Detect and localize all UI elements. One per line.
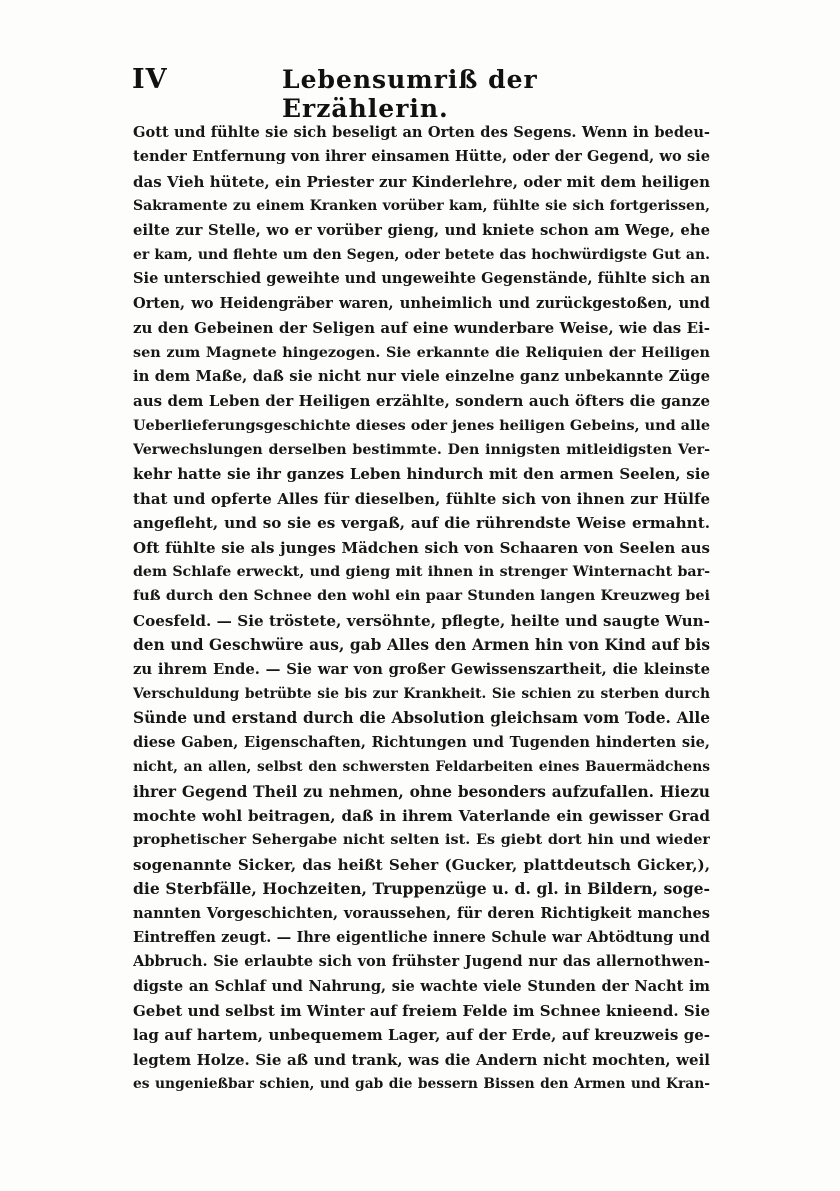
text-line: Sie unterschied geweihte und ungeweihte Gegenstände, fühlte sich an [133, 270, 710, 288]
text-line: aus dem Leben der Heiligen erzählte, sondern auch öfters die ganze [133, 392, 710, 411]
running-title: Lebensumriß der Erzählerin. [282, 65, 538, 123]
text-line: prophetischer Sehergabe nicht selten ist. Es giebt dort hin und wieder [133, 831, 710, 849]
text-line: das Vieh hütete, ein Priester zur Kinderlehre, oder mit dem heiligen [133, 172, 710, 191]
text-line: Ueberlieferungsgeschichte dieses oder jenes heiligen Gebeins, und alle [133, 416, 710, 434]
body-text [133, 121, 710, 1097]
text-line: ihrer Gegend Theil zu nehmen, ohne besonders aufzufallen. Hiezu [133, 782, 710, 801]
text-line: Sakramente zu einem Kranken vorüber kam, fühlte sie sich fortgerissen, [133, 198, 710, 215]
text-line: er kam, und flehte um den Segen, oder betete das hochwürdigste Gut an. [133, 246, 710, 263]
text-line: zu ihrem Ende. — Sie war von großer Gewissenszartheit, die kleinste [133, 660, 710, 678]
text-line: zu den Gebeinen der Seligen auf eine wunderbare Weise, wie das Ei- [133, 319, 710, 338]
text-line: Abbruch. Sie erlaubte sich von frühster Jugend nur das allernothwen- [133, 953, 710, 971]
text-line: kehr hatte sie ihr ganzes Leben hindurch mit den armen Seelen, sie [133, 465, 710, 484]
text-line: Gebet und selbst im Winter auf freiem Felde im Schnee knieend. Sie [133, 1002, 710, 1021]
text-line: es ungenießbar schien, und gab die bessern Bissen den Armen und Kran- [133, 1076, 710, 1093]
text-line: diese Gaben, Eigenschaften, Richtungen und Tugenden hinderten sie, [133, 733, 710, 751]
text-line: nicht, an allen, selbst den schwersten Feldarbeiten eines Bauermädchens [133, 759, 710, 776]
text-line: die Sterbfälle, Hochzeiten, Truppenzüge u. d. gl. in Bildern, soge- [133, 879, 710, 899]
text-line: in dem Maße, daß sie nicht nur viele einzelne ganz unbekannte Züge [133, 367, 710, 385]
text-line: sen zum Magnete hingezogen. Sie erkannte die Reliquien der Heiligen [133, 343, 710, 361]
page-header [132, 64, 712, 123]
text-line: Oft fühlte sie als junges Mädchen sich von Schaaren von Seelen aus [133, 538, 710, 557]
text-line: nannten Vorgeschichten, voraussehen, für deren Richtigkeit manches [133, 904, 710, 922]
text-line: angefleht, und so sie es vergaß, auf die rührendste Weise ermahnt. [133, 514, 710, 533]
text-line: Gott und fühlte sie sich beseligt an Orten des Segens. Wenn in bedeu- [133, 124, 710, 141]
text-line: sogenannte Sicker, das heißt Seher (Gucker, plattdeutsch Gicker,), [133, 855, 710, 874]
text-line: dem Schlafe erweckt, und gieng mit ihnen in strenger Winternacht bar- [133, 564, 710, 581]
text-line: digste an Schlaf und Nahrung, sie wachte viele Stunden der Nacht im [133, 977, 710, 995]
text-line: Verschuldung betrübte sie bis zur Krankheit. Sie schien zu sterben durch [133, 685, 710, 702]
text-line: Eintreffen zeugt. — Ihre eigentliche innere Schule war Abtödtung und [133, 928, 710, 946]
text-line: mochte wohl beitragen, daß in ihrem Vaterlande ein gewisser Grad [133, 806, 710, 825]
text-line: Sünde und erstand durch die Absolution gleichsam vom Tode. Alle [133, 709, 710, 728]
text-line: Coesfeld. — Sie tröstete, versöhnte, pflegte, heilte und saugte Wun- [133, 611, 710, 630]
text-line: den und Geschwüre aus, gab Alles den Armen hin von Kind auf bis [133, 636, 710, 655]
page-number: IV [132, 64, 168, 95]
text-line: that und opferte Alles für dieselben, fühlte sich von ihnen zur Hülfe [133, 489, 710, 508]
text-line: fuß durch den Schnee den wohl ein paar Stunden langen Kreuzweg bei [133, 587, 710, 605]
text-line: eilte zur Stelle, wo er vorüber gieng, und kniete schon am Wege, ehe [133, 221, 710, 239]
text-line: Orten, wo Heidengräber waren, unheimlich und zurückgestoßen, und [133, 294, 710, 312]
text-line: Verwechslungen derselben bestimmte. Den innigsten mitleidigsten Ver- [133, 442, 710, 459]
text-line: tender Entfernung von ihrer einsamen Hütte, oder der Gegend, wo sie [133, 148, 710, 166]
text-line: legtem Holze. Sie aß und trank, was die Andern nicht mochten, weil [133, 1050, 710, 1069]
text-line: lag auf hartem, unbequemem Lager, auf der Erde, auf kreuzweis ge- [133, 1026, 710, 1045]
